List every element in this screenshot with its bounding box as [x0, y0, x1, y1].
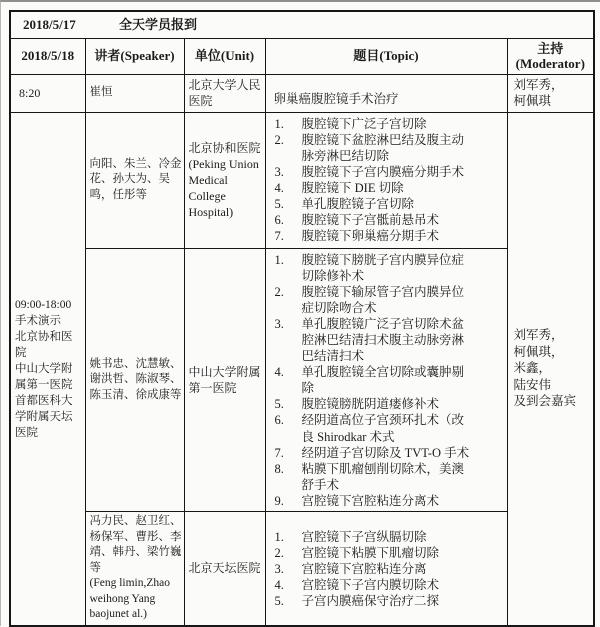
topic-item: 子宫内膜癌保守治疗二探	[301, 593, 440, 608]
moderator-name: 刘军秀，	[513, 77, 564, 92]
topic-item: 经阴道子宫切除及 TVT-O 手术	[301, 445, 470, 460]
unit-pumch	[184, 112, 265, 248]
topic-item: 腹腔镜膀胱阴道瘘修补术	[301, 397, 440, 412]
session-hospital: 北京协和医院	[15, 330, 73, 359]
session-hospital: 首都医科大学附属天坛医院	[15, 394, 73, 439]
session-hospital: 中山大学附属第一医院	[15, 362, 73, 391]
registration-row	[10, 74, 594, 112]
topic-item: 宫腔镜下宫腔粘连分离术	[301, 493, 440, 508]
day1-date: 2018/5/17	[23, 16, 76, 32]
header-speaker: 讲者(Speaker)	[85, 38, 184, 74]
topic-item: 宫腔镜下粘膜下肌瘤切除	[301, 545, 440, 560]
registration-unit: 北京大学人民医院	[184, 74, 265, 112]
session-time: 09:00-18:00	[15, 298, 72, 311]
unit-sysu: 中山大学附属第一医院	[184, 248, 265, 512]
header-unit: 单位(Unit)	[184, 38, 265, 74]
session-type: 手术演示	[15, 314, 61, 327]
schedule-table	[9, 10, 595, 627]
unit-cn: 北京协和医院	[188, 140, 261, 155]
topic-item: 宫腔镜下子宫纵膈切除	[301, 529, 427, 544]
topic-item: 单孔腹腔镜全宫切除或囊肿剔除	[301, 365, 465, 396]
unit-tiantan: 北京天坛医院	[184, 512, 265, 626]
session-time-cell	[10, 112, 85, 626]
topic-item: 腹腔镜下卵巢癌分期手术	[301, 229, 440, 244]
moderator-name: 米鑫，	[513, 361, 552, 376]
speakers-sysu: 姚书忠、沈慧敏、谢洪哲、陈淑琴、陈玉清、徐成康等	[85, 248, 184, 512]
topic-item: 宫腔镜下子宫内膜切除术	[301, 577, 440, 592]
demo-subrow-sysu	[10, 248, 594, 512]
speaker-en: (Feng limin,Zhao weihong Yang baojunet al.)	[89, 577, 170, 620]
header-moderator-en: (Moderator)	[515, 56, 585, 71]
header-date: 2018/5/18	[10, 38, 85, 74]
topic-item: 宫腔镜下宫腔粘连分离	[301, 561, 427, 576]
moderator-guests: 及到会嘉宾	[513, 394, 577, 409]
registration-speaker: 崔恒	[85, 74, 184, 112]
moderator-name: 刘军秀，	[513, 328, 564, 343]
topics-tiantan	[265, 512, 507, 626]
moderator-name: 柯佩琪	[513, 94, 552, 108]
speaker-cn: 冯力民、赵卫红、杨保军、曹彤、李靖、韩丹、梁竹巍等	[89, 515, 182, 574]
header-topic: 题目(Topic)	[265, 38, 507, 74]
session-moderators-cell	[507, 112, 594, 626]
registration-time: 8:20	[10, 74, 85, 112]
header-moderator	[507, 38, 594, 74]
moderator-name: 陆安伟	[513, 377, 552, 392]
topic-item: 腹腔镜下盆腔淋巴结及腹主动脉旁淋巴结切除	[301, 132, 465, 163]
speakers-tiantan	[85, 512, 184, 626]
unit-en: (Peking Union Medical College Hospital)	[188, 156, 259, 220]
topics-pumch	[265, 112, 507, 248]
topic-item: 腹腔镜下广泛子宫切除	[301, 116, 427, 131]
registration-topic: 卵巢癌腹腔镜手术治疗	[265, 74, 507, 112]
topic-item: 腹腔镜下子宫内膜癌分期手术	[301, 164, 465, 179]
topic-item: 腹腔镜下输尿管子宫内膜异位症切除吻合术	[301, 284, 465, 315]
speakers-pumch: 向阳、朱兰、冷金花、孙大为、吴鸣，任彤等	[85, 112, 184, 248]
topic-item: 粘膜下肌瘤刨削切除术，美澳舒手术	[301, 461, 465, 492]
topic-item: 单孔腹腔镜子宫切除	[301, 196, 415, 211]
day1-label: 全天学员报到	[118, 16, 197, 32]
topic-item: 腹腔镜下膀胱子宫内膜异位症切除修补术	[301, 252, 465, 283]
registration-moderators	[507, 74, 594, 112]
topic-item: 腹腔镜下 DIE 切除	[301, 180, 404, 195]
moderator-name: 柯佩琪，	[513, 344, 564, 359]
header-moderator-cn: 主持	[537, 40, 564, 56]
day1-title-cell	[10, 11, 594, 38]
title-row	[10, 11, 594, 38]
demo-subrow-tiantan	[10, 512, 594, 626]
topic-item: 经阴道高位子宫颈环扎术（改良 Shirodkar 术式	[301, 413, 465, 444]
topic-item: 单孔腹腔镜广泛子宫切除术盆腔淋巴结清扫术腹主动脉旁淋巴结清扫术	[301, 316, 465, 364]
topic-item: 腹腔镜下子宫骶前悬吊术	[301, 213, 440, 228]
demo-subrow-pumch	[10, 112, 594, 248]
column-header-row	[10, 38, 594, 74]
topics-sysu	[265, 248, 507, 512]
